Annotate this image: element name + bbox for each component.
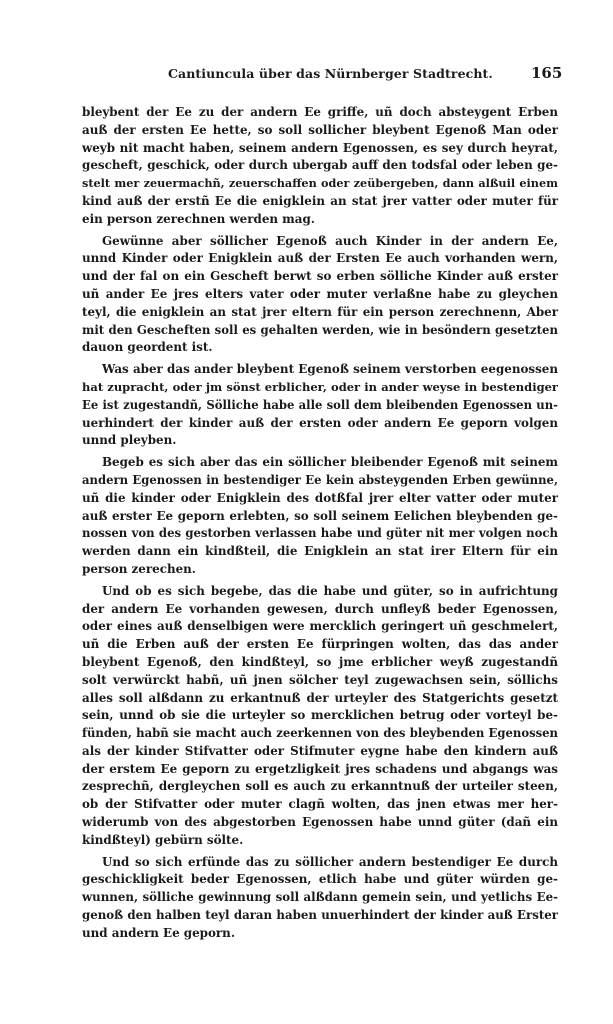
text-line: uñ die kinder oder Enigklein des dotßfal jrer elter vatter oder muter [82,490,558,505]
text-line: und der fal on ein Gescheft berwt so erben sölliche Kinder auß erster [82,269,558,284]
text-line: mit den Gescheften soll es gehalten werden, wie in besöndern gesetzten [82,322,558,337]
text-line: hat zupracht, oder jm sönst erblicher, oder in ander weyse in bestendiger [82,379,558,394]
text-line: Und ob es sich begebe, das die habe und güter, so in aufrichtung [102,583,558,598]
text-line: genoß den halben teyl daran haben unuerhindert der kinder auß Erster [82,908,558,923]
text-line: geschickligkeit beder Egenossen, etlich habe und güter würden ge- [82,872,558,887]
paragraph [82,361,558,450]
text-line: bleybent der Ee zu der andern Ee griffe, uñ doch absteygent Erben [82,105,558,119]
text-line: unnd pleyben. [82,433,177,448]
text-line: Gewünne aber söllicher Egenoß auch Kinder in der andern Ee, [102,233,558,248]
text-line: uerhindert der kinder auß der ersten oder andern Ee geporn volgen [82,415,558,430]
text-line: teyl, die enigklein an stat jrer eltern für ein person zerechnenn, Aber [82,304,558,319]
page-number: 165 [531,64,563,82]
text-line: nossen von des gestorben verlassen habe und güter nit mer volgen noch [82,526,558,541]
text-line: und andern Ee geporn. [82,925,235,940]
text-line: der andern Ee vorhanden gewesen, durch unfleyß beder Egenossen, [82,601,558,616]
text-line: Und so sich erfünde das zu söllicher andern bestendiger Ee durch [102,854,558,869]
text-line: unnd Kinder oder Enigklein auß der Ersten Ee auch vorhanden wern, [82,251,558,266]
text-line: weyb nit macht haben, seinem andern Egenossen, es sey durch heyrat, [82,140,558,155]
text-line: ein person zerechnen werden mag. [82,211,315,226]
text-line: gescheft, geschick, oder durch ubergab auff den todsfal oder leben ge- [82,158,558,173]
text-line: Was aber das ander bleybent Egenoß seinem verstorben eegenossen [102,362,558,377]
text-line: uñ ander Ee jres elters vater oder muter verlaßne habe zu gleychen [82,286,558,301]
text-line: zesprechñ, dergleychen soll es auch zu erkanntnuß der urteiler steen, [82,779,558,794]
text-line: ob der Stifvatter oder muter clagñ wolten, das jnen etwas mer her- [82,797,558,812]
paragraph [82,454,558,579]
text-line: kind auß der erstñ Ee die enigklein an stat jrer vatter oder muter für [82,193,558,208]
text-line: bleybent Egenoß, den kindßteyl, so jme erblicher weyß zugestandñ [82,654,558,669]
body-text [82,104,558,943]
text-line: alles soll alßdann zu erkantnuß der urteyler des Statgerichts gesetzt [82,690,558,705]
text-line: sein, unnd ob sie die urteyler so mercklichen betrug oder vorteyl be- [82,708,558,723]
text-line: Ee ist zugestandñ, Sölliche habe alle soll dem bleibenden Egenossen un- [82,397,558,412]
text-line: solt verwürckt habñ, uñ jnen sölcher teyl zugewachsen sein, söllichs [82,672,558,687]
paragraph [82,583,558,850]
text-line: werden dann ein kindßteil, die Enigklein an stat irer Eltern für ein [82,544,558,559]
text-line: stelt mer zeuermachñ, zeuerschaffen oder zeübergeben, dann alßuil einem [82,176,558,191]
text-line: auß der ersten Ee hette, so soll sollicher bleybent Egenoß Man oder [82,122,558,137]
text-line: andern Egenossen in bestendiger Ee kein absteygenden Erben gewünne, [82,472,558,487]
text-line: wunnen, sölliche gewinnung soll alßdann gemein sein, und yetlichs Ee- [82,890,558,905]
text-line: uñ die Erben auß der ersten Ee fürpringen wolten, das das ander [82,637,558,652]
text-line: dauon geordent ist. [82,340,213,355]
text-line: auß erster Ee geporn erlebten, so soll seinem Eelichen bleybenden ge- [82,508,558,523]
text-line: als der kinder Stifvatter oder Stifmuter eygne habe den kindern auß [82,743,558,758]
text-line: fünden, habñ sie macht auch zeerkennen von des bleybenden Egenossen [82,726,558,741]
paragraph [82,104,558,229]
text-line: kindßteyl) gebürn sölte. [82,832,244,847]
paragraph [82,233,558,358]
text-line: der erstem Ee geporn zu ergetzligkeit jres schadens und abgangs was [82,761,558,776]
text-line: widerumb von des abgestorben Egenossen habe unnd güter (dañ ein [82,815,558,830]
paragraph [82,854,558,943]
text-line: Begeb es sich aber das ein söllicher bleibender Egenoß mit seinem [102,455,558,470]
text-line: person zerechen. [82,561,196,576]
text-line: oder eines auß denselbigen were mercklich geringert uñ geschmelert, [82,619,558,634]
running-title: Cantiuncula über das Nürnberger Stadtrecht. [168,66,493,81]
